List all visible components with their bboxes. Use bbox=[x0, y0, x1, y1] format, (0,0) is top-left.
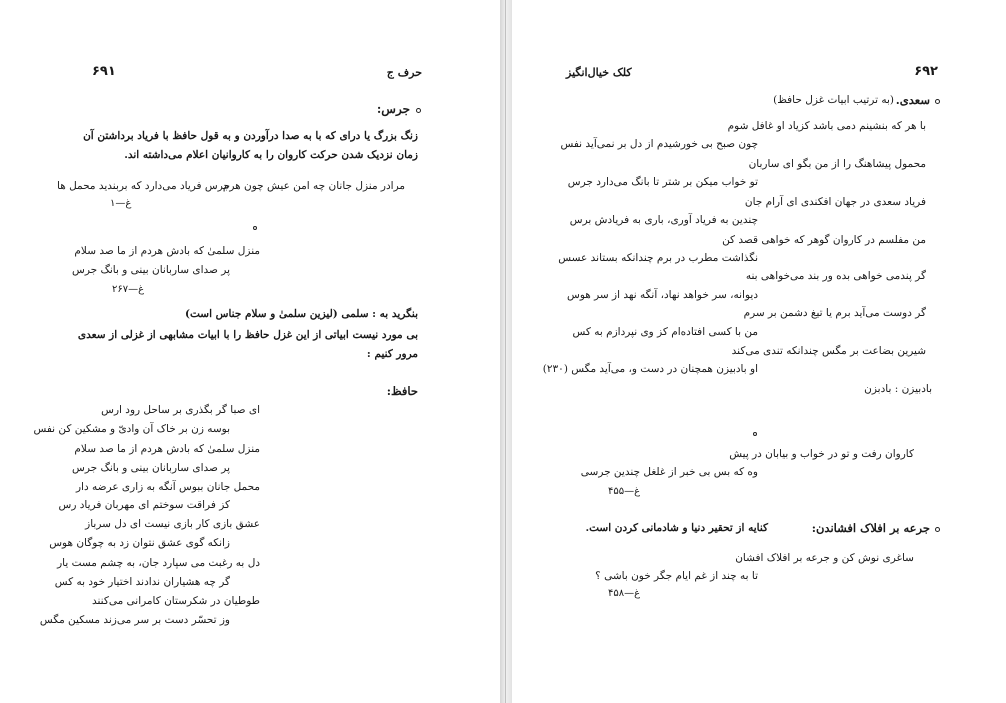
hafez-line-4: پر صدای ساربانان بینی و بانگ جرس bbox=[72, 462, 230, 474]
entry-title: جرس: bbox=[376, 102, 410, 116]
hafez-line-12: وز تحسّر دست بر سر می‌زند مسکین مگس bbox=[39, 614, 230, 626]
hafez-line-5: محمل جانان ببوس آنگه به زاری عرضه دار bbox=[75, 481, 260, 493]
separator-dot-icon bbox=[253, 226, 257, 230]
hafez-label: حافظ: bbox=[386, 384, 418, 398]
hafez-line-9: دل به رغبت می سپارد جان، به چشم مست یار bbox=[57, 557, 260, 569]
page-number: ۶۹۱ bbox=[92, 64, 116, 79]
definition-line-1: زنگ بزرگ یا درای که با به صدا درآوردن و به قول حافظ با فریاد برداشتن آن bbox=[83, 130, 418, 142]
book-gutter bbox=[500, 0, 512, 703]
saadi-line-9: گر پندمی خواهی بده ور بند می‌خواهی بنه bbox=[745, 270, 926, 282]
gloss-note: بادبیزن : بادبزن bbox=[864, 383, 932, 395]
hafez-line-11: طوطیان در شکرستان کامرانی می‌کنند bbox=[91, 595, 260, 607]
verse4-first-hemistich: ساغری نوش کن و جرعه بر افلاک افشان bbox=[735, 552, 914, 564]
verse2-reference: غ—۲۶۷ bbox=[112, 284, 145, 295]
intro-line-2: مرور کنیم : bbox=[366, 348, 418, 360]
verse1-first-hemistich: مرادر منزل جانان چه امن عیش چون هرم bbox=[222, 180, 405, 192]
saadi-line-4: تو خواب میکن بر شتر تا بانگ می‌دارد جرس bbox=[567, 176, 758, 188]
saadi-line-5: فریاد سعدی در جهان افکندی ای آرام جان bbox=[744, 196, 926, 208]
hafez-line-1: ای صبا گر بگذری بر ساحل رود ارس bbox=[101, 404, 260, 416]
entry-bullet-icon bbox=[935, 99, 940, 104]
verse1-second-hemistich: جرس فریاد می‌دارد که بربندید محمل ها bbox=[57, 180, 230, 192]
left-page bbox=[0, 0, 500, 703]
running-header: حرف ج bbox=[386, 66, 422, 79]
definition-line-2: زمان نزدیک شدن حرکت کاروان را به کاروانیان اعلام می‌داشته اند. bbox=[124, 149, 418, 161]
verse4-reference: غ—۴۵۸ bbox=[608, 588, 641, 599]
saadi-line-8: نگذاشت مطرب در برم چندانکه بستاند عسس bbox=[558, 252, 758, 264]
hafez-line-2: بوسه زن بر خاک آن وادیّ و مشکین کن نفس bbox=[33, 423, 230, 435]
hafez-line-7: عشق بازی کار بازی نیست ای دل سرباز bbox=[85, 518, 260, 530]
hafez-line-10: گر چه هشیاران ندادند اختیار خود به کس bbox=[54, 576, 230, 588]
saadi-line-3: محمول پیشاهنگ را از من بگو ای ساربان bbox=[748, 158, 926, 170]
saadi-line-2: چون صبح بی خورشیدم از دل بر نمی‌آید نفس bbox=[560, 138, 758, 150]
page-number: ۶۹۲ bbox=[914, 64, 938, 79]
saadi-line-6: چندین به فریاد آوری، باری به فریادش برس bbox=[569, 214, 758, 226]
saadi-line-11: گر دوست می‌آید برم یا تیغ دشمن بر سرم bbox=[743, 307, 926, 319]
entry-bullet-icon bbox=[416, 108, 421, 113]
verse3-second-hemistich: وه که بس بی خبر از غلغل چندین جرسی bbox=[580, 466, 758, 478]
saadi-line-7: من مفلسم در کاروان گوهر که خواهی قصد کن bbox=[722, 234, 926, 246]
saadi-line-13: شیرین بضاعت بر مگس چندانکه تندی می‌کند bbox=[731, 345, 926, 357]
verse3-first-hemistich: کاروان رفت و تو در خواب و بیابان در پیش bbox=[729, 448, 914, 460]
entry-bullet-icon bbox=[935, 527, 940, 532]
saadi-line-12: من با کسی افتاده‌ام کز وی نپردازم به کس bbox=[572, 326, 758, 338]
verse2-first-hemistich: منزل سلمیٰ که بادش هردم از ما صد سلام bbox=[74, 245, 260, 257]
hafez-line-6: کز فراقت سوختم ای مهربان فریاد رس bbox=[58, 499, 230, 511]
saadi-line-1: با هر که بنشینم دمی باشد کزیاد او غافل شوم bbox=[727, 120, 926, 132]
entry2-title: جرعه بر افلاک افشاندن: bbox=[811, 521, 930, 535]
saadi-note: (به ترتیب ابیات غزل حافظ) bbox=[773, 94, 894, 106]
intro-line-1: بی مورد نیست ابیاتی از این غزل حافظ را با ابیات مشابهی از غزلی از سعدی bbox=[77, 329, 418, 341]
saadi-line-10: دیوانه، سر خواهد نهاد، آنگه نهد از سر هوس bbox=[567, 289, 758, 301]
entry2-definition: کنایه از تحقیر دنیا و شادمانی کردن است. bbox=[585, 522, 768, 534]
verse1-reference: غ—۱ bbox=[110, 198, 132, 209]
running-header: کلک خیال‌انگیز bbox=[566, 66, 632, 79]
saadi-label: سعدی. bbox=[895, 93, 930, 107]
separator-dot-icon bbox=[753, 432, 757, 436]
verse3-reference: غ—۴۵۵ bbox=[608, 486, 641, 497]
saadi-line-14: او بادبیزن همچنان در دست و، می‌آید مگس (۲۳۰) bbox=[542, 363, 758, 375]
right-page bbox=[512, 0, 1006, 703]
see-also-note: بنگرید به : سلمی (لیزین سلمیٰ و سلام جناس است) bbox=[185, 308, 418, 320]
hafez-line-8: زانکه گوی عشق نتوان زد به چوگان هوس bbox=[49, 537, 230, 549]
verse4-second-hemistich: تا به چند از غم ایام جگر خون باشی ؟ bbox=[595, 570, 758, 582]
hafez-line-3: منزل سلمیٰ که بادش هردم از ما صد سلام bbox=[74, 443, 260, 455]
verse2-second-hemistich: پر صدای ساربانان بینی و بانگ جرس bbox=[72, 264, 230, 276]
